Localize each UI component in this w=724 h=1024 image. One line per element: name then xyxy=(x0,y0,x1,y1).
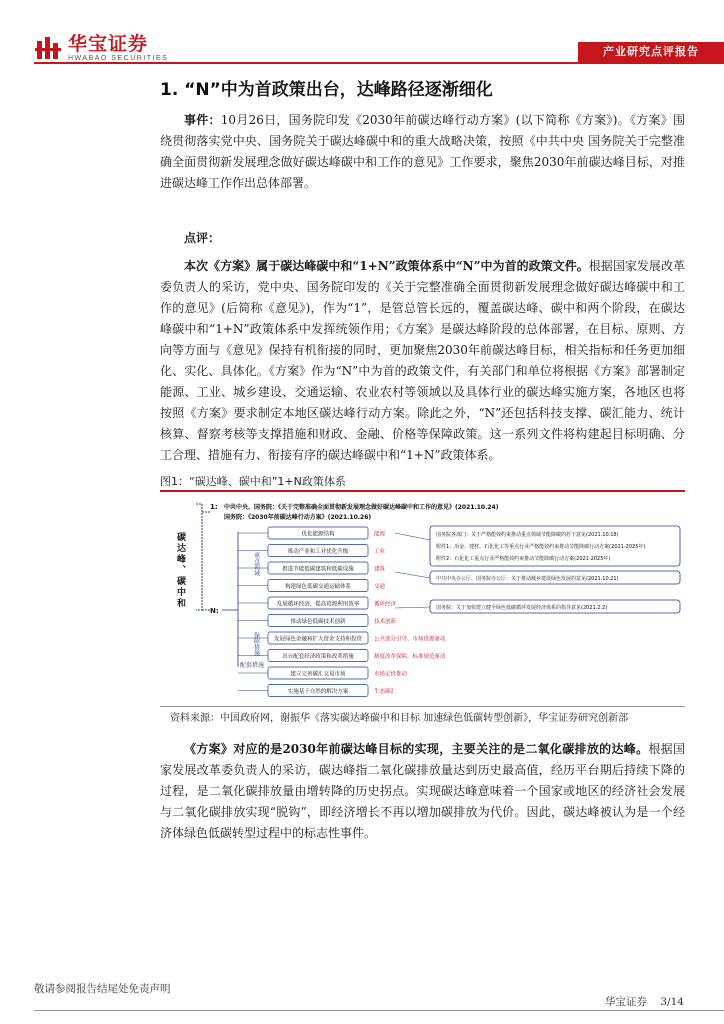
diagram-item-tag: 能源 xyxy=(374,531,386,538)
footer-page-number: 3/14 xyxy=(660,996,684,1008)
hwabao-logo-icon xyxy=(34,35,62,63)
figure-source: 资料来源：中国政府网，谢振华《落实碳达峰碳中和目标 加速绿色低碳转型创新》，华宝证券研究创新部 xyxy=(170,713,629,724)
box3-line: 国务院：关于加快建立健全绿色低碳循环发展经济体系的指导意见(2021.2.2) xyxy=(436,605,608,611)
diagram-n-label: N: xyxy=(210,607,219,615)
figure-bottom-rule xyxy=(160,706,685,707)
comment-text: 根据国家发展改革委负责人的采访，党中央、国务院印发的《关于完整准确全面贯彻新发展理念做好碳达峰碳中和工作的意见》(后简称《意见》)，作为“1”，是管总管长远的，覆盖碳达峰、碳中和两个阶段，在碳达峰碳中和“1+N”政策体系中发挥统领作用；《方案》是碳达峰阶段的总体部署，在目标、原则、方向等方面与《意见》保持有机衔接的同时，更加聚焦2030年前碳达峰目标，相关指标和任务更加细化、实化、具体化。《方案》作为“N”中为首的政策文件，有关部门和单位将根据《方案》部署制定能源、工业、城乡建设、交通运输、农业农村等领域以及具体行业的碳达峰实施方案，各地区也将按照《方案》要求制定本地区碳达峰行动方案。除此之外，“N”还包括科技支撑、碳汇能力、统计核算、督察考核等支撑措施和财政、金融、价格等保障政策。这一系列文件将构建起目标明确、分工合理、措施有力、衔接有序的碳达峰碳中和“1+N”政策体系。 xyxy=(160,259,685,462)
logo-en: HWABAO SECURITIES xyxy=(68,55,169,62)
diagram-item-label: 优化能源结构 xyxy=(301,531,335,538)
figure-caption: 图1：“碳达峰、碳中和”1+N政策体系 xyxy=(160,475,346,488)
diagram-one-line1: 中共中央、国务院：《关于完整准确全面贯彻新发展理念做好碳达峰碳中和工作的意见》(2021.10.24) xyxy=(224,504,499,511)
comment-label: 点评： xyxy=(184,231,221,245)
policy-system-diagram xyxy=(160,492,685,706)
footer-disclaimer: 敬请参阅报告结尾处免责声明 xyxy=(34,983,171,995)
box1-line1: 国务院各部门：关于严格能效约束推动重点领域节能降碳的若干意见(2021.10.18) xyxy=(436,532,619,538)
diagram-item-label: 实施基于自然的解决方案 xyxy=(287,689,349,695)
footer-brand: 华宝证券 xyxy=(605,996,647,1008)
diagram-item-label: 建立完善碳汇交易市场 xyxy=(290,671,346,678)
box2-line: 中共中央办公厅、国务院办公厅：关于推动城乡建设绿色发展的意见(2021.10.21) xyxy=(436,576,619,582)
page-header xyxy=(0,0,724,70)
peak-bold: 《方案》对应的是2030年前碳达峰目标的实现，主要关注的是二氧化碳排放的达峰。 xyxy=(184,742,649,756)
event-label: 事件： xyxy=(184,113,221,127)
diagram-item-tag: 技术创新 xyxy=(374,619,397,625)
logo-cn: 华宝证券 xyxy=(68,33,149,55)
diagram-item-tag: 工业 xyxy=(374,549,386,555)
footer-brand-page xyxy=(605,994,684,1009)
box1-line3: 附件2：石化化工重点行业严格能效约束推动节能降碳行动方案(2021-2025年) xyxy=(436,556,611,562)
group-label-key-fields: 重点领域 xyxy=(252,552,260,576)
box1-line2: 附件1：冶金、建材、石化化工等重点行业严格能效约束推动节能降碳行动方案(2021-2025年) xyxy=(436,544,646,550)
event-paragraph xyxy=(160,110,685,194)
diagram-item-tag: 循环经济 xyxy=(374,601,397,608)
group-label-supporting: 配套措施 xyxy=(240,662,265,669)
group-label-support: 保障措施 xyxy=(252,632,260,656)
diagram-one-line2: 国务院：《2030年前碳达峰行动方案》(2021.10.26) xyxy=(224,514,372,521)
diagram-item-label: 推动产业和工业优化升级 xyxy=(287,549,349,555)
diagram-item-tag: 市场定价推动 xyxy=(374,671,408,678)
diagram-item-tag: 建筑 xyxy=(374,566,386,573)
peak-text: 根据国家发展改革委负责人的采访，碳达峰指二氧化碳排放量达到历史最高值，经历平台期后持续下降的过程，是二氧化碳排放量由增转降的历史拐点。实现碳达峰意味着一个国家或地区的经济社会发展与二氧化碳排放实现“脱钩”，即经济增长不再以增加碳排放为代价。因此，碳达峰被认为是一个经济体绿色低碳转型过程中的标志性事件。 xyxy=(160,742,685,840)
diagram-one-label: 1: xyxy=(210,503,218,511)
comment-paragraph xyxy=(160,256,685,466)
diagram-item-label: 构建绿色低碳交通运输体系 xyxy=(284,584,352,590)
header-rule xyxy=(34,62,724,64)
comment-bold: 本次《方案》属于碳达峰碳中和“1+N”政策体系中“N”中为首的政策文件。 xyxy=(184,259,589,273)
diagram-item-tag: 生态碳汇 xyxy=(374,689,397,695)
diagram-item-label: 推进节能低碳建筑和低碳设施 xyxy=(282,566,354,573)
peak-paragraph xyxy=(160,739,685,844)
diagram-item-tag: 公共部分引导、市场资源驱动 xyxy=(374,636,446,643)
diagram-item-tag: 制度改革保障、标准规范驱动 xyxy=(374,654,446,660)
diagram-item-label: 发展循环经济，提高资源利用效率 xyxy=(276,601,360,608)
diagram-item-label: 推动绿色低碳技术创新 xyxy=(290,619,346,625)
diagram-left-label: 碳达峰、碳中和 xyxy=(175,532,185,609)
footer-rule xyxy=(34,1010,724,1011)
event-text: 10月26日，国务院印发《2030年前碳达峰行动方案》(以下简称《方案》)。《方案》围绕贯彻落实党中央、国务院关于碳达峰碳中和的重大战略决策，按照《中共中央 国务院关于完整准确全面贯彻新发展理念做好碳达峰碳中和工作的意见》工作要求，聚焦2030年前碳达峰目标，对推进碳达峰工作作出总体部署。 xyxy=(160,113,685,190)
diagram-item-tag: 交通 xyxy=(374,584,386,590)
comment-label-row xyxy=(160,228,685,249)
diagram-item-label: 出台配套经济政策和改革措施 xyxy=(282,654,354,660)
report-type-tag: 产业研究点评报告 xyxy=(578,42,724,62)
diagram-item-label: 发展绿色金融和扩大资金支持和投资 xyxy=(273,636,363,643)
company-logo xyxy=(34,34,168,63)
section-title: 1. “N”中为首政策出台，达峰路径逐渐细化 xyxy=(160,80,493,100)
